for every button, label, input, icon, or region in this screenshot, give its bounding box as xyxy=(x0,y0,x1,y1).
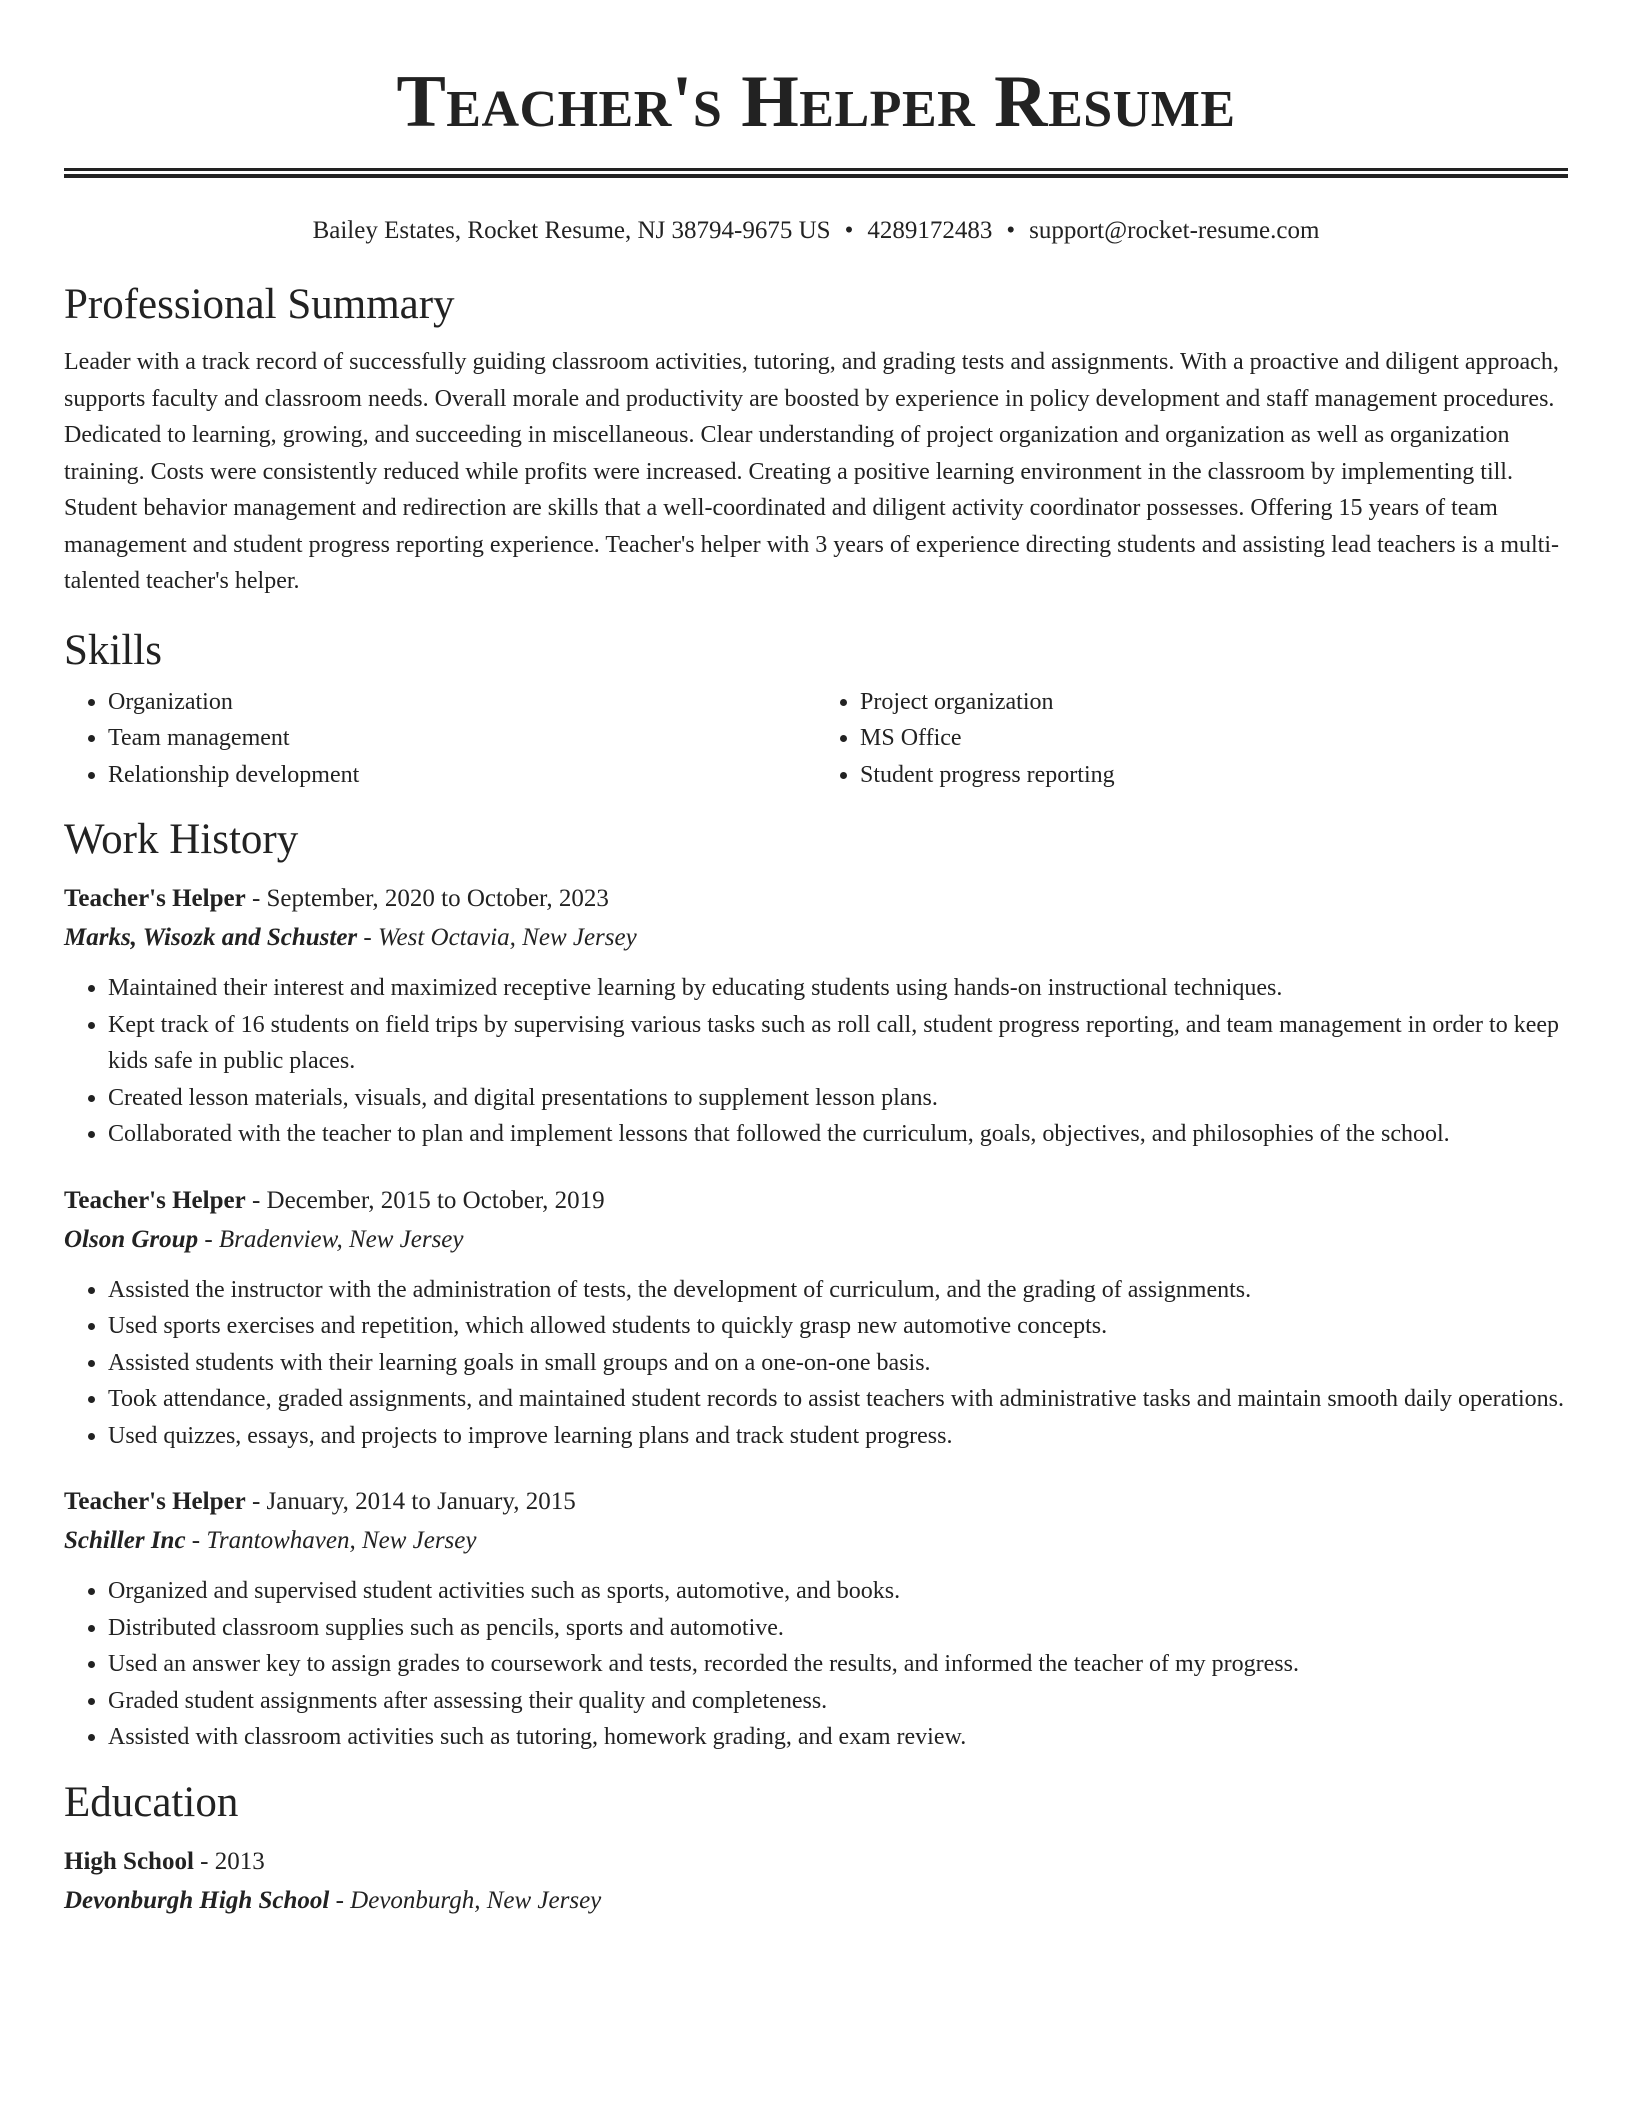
education-degree: High School xyxy=(64,1847,194,1875)
skill-item: • Relationship development xyxy=(108,757,816,794)
skill-item: • Team management xyxy=(108,720,816,757)
work-history-section xyxy=(64,815,1568,1756)
skills-section xyxy=(64,626,1568,794)
job-company: Schiller Inc xyxy=(64,1527,186,1554)
contact-line xyxy=(64,216,1568,246)
skills-columns xyxy=(64,684,1568,794)
skills-list-left xyxy=(64,684,816,794)
job-location: Trantowhaven, New Jersey xyxy=(206,1527,477,1554)
job-bullet: • Assisted the instructor with the administration of tests, the development of curriculum, and the grading of assignments. xyxy=(108,1272,1568,1309)
section-heading-education: Education xyxy=(64,1778,239,1826)
job-company: Marks, Wisozk and Schuster xyxy=(64,924,358,951)
skill-item: • Project organization xyxy=(860,684,1568,721)
job-dates: September, 2020 to October, 2023 xyxy=(266,885,609,912)
job-dates: December, 2015 to October, 2019 xyxy=(266,1186,605,1214)
job-bullet-list xyxy=(64,970,1568,1153)
job-employer: Schiller Inc - Trantowhaven, New Jersey xyxy=(64,1527,477,1554)
title-divider xyxy=(64,168,1568,178)
job-bullet: • Distributed classroom supplies such as pencils, sports and automotive. xyxy=(108,1610,1568,1647)
education-school: Devonburgh High School xyxy=(64,1886,330,1914)
job-company: Olson Group xyxy=(64,1225,199,1253)
job-bullet: • Used quizzes, essays, and projects to improve learning plans and track student progress. xyxy=(108,1418,1568,1455)
skill-item: • MS Office xyxy=(860,720,1568,757)
job-bullet: • Created lesson materials, visuals, and digital presentations to supplement lesson plans. xyxy=(108,1080,1568,1117)
education-entry xyxy=(64,1844,1568,1919)
summary-section xyxy=(64,280,1568,600)
job-employer: Olson Group - Bradenview, New Jersey xyxy=(64,1225,464,1253)
section-heading-skills: Skills xyxy=(64,626,162,674)
education-header: High School - 2013 xyxy=(64,1847,265,1875)
job-bullet: • Organized and supervised student activities such as sports, automotive, and books. xyxy=(108,1573,1568,1610)
job-header: Teacher's Helper - September, 2020 to October, 2023 xyxy=(64,885,609,912)
contact-address: Bailey Estates, Rocket Resume, NJ 38794-9675 US xyxy=(312,217,831,244)
job-location: West Octavia, New Jersey xyxy=(377,924,637,951)
job-bullet-list xyxy=(64,1272,1568,1455)
job-employer: Marks, Wisozk and Schuster - West Octavia, New Jersey xyxy=(64,924,637,951)
education-section xyxy=(64,1778,1568,1919)
job-header: Teacher's Helper - December, 2015 to October, 2019 xyxy=(64,1186,605,1214)
job-bullet: • Took attendance, graded assignments, and maintained student records to assist teachers with administrative tasks and maintain smooth daily operations. xyxy=(108,1381,1568,1418)
skills-list-right xyxy=(816,684,1568,794)
contact-separator: • xyxy=(844,217,854,244)
job-bullet-list xyxy=(64,1573,1568,1756)
skill-item: • Student progress reporting xyxy=(860,757,1568,794)
job-entry xyxy=(64,1183,1568,1455)
contact-phone: 4289172483 xyxy=(867,217,993,244)
job-bullet: • Used an answer key to assign grades to coursework and tests, recorded the results, and informed the teacher of my progress. xyxy=(108,1646,1568,1683)
job-title: Teacher's Helper xyxy=(64,1488,246,1515)
job-title: Teacher's Helper xyxy=(64,1186,246,1214)
job-bullet: • Maintained their interest and maximized receptive learning by educating students using hands-on instructional techniques. xyxy=(108,970,1568,1007)
job-entry xyxy=(64,1484,1568,1756)
skill-item: • Organization xyxy=(108,684,816,721)
job-entry xyxy=(64,881,1568,1153)
job-bullet: • Graded student assignments after assessing their quality and completeness. xyxy=(108,1683,1568,1720)
job-location: Bradenview, New Jersey xyxy=(218,1225,464,1253)
job-header: Teacher's Helper - January, 2014 to January, 2015 xyxy=(64,1488,576,1515)
job-bullet: • Assisted with classroom activities such as tutoring, homework grading, and exam review. xyxy=(108,1719,1568,1756)
education-location: Devonburgh, New Jersey xyxy=(350,1886,602,1914)
section-heading-work: Work History xyxy=(64,816,299,863)
job-dates: January, 2014 to January, 2015 xyxy=(266,1488,576,1515)
education-institution: Devonburgh High School - Devonburgh, New Jersey xyxy=(64,1886,602,1914)
summary-text: Leader with a track record of successfully guiding classroom activities, tutoring, and grading tests and assignments. With a proactive and diligent approach, supports faculty and classroom needs. Overall morale and productivity are boosted by experience in policy development and staff management procedures. Dedicated to learning, growing, and succeeding in miscellaneous. Clear understanding of project organization and organization as well as organization training. Costs were consistently reduced while profits were increased. Creating a positive learning environment in the classroom by implementing till. Student behavior management and redirection are skills that a well-coordinated and diligent activity coordinator possesses. Offering 15 years of team management and student progress reporting experience. Teacher's helper with 3 years of experience directing students and assisting lead teachers is a multi-talented teacher's helper. xyxy=(64,349,1560,594)
resume-title: Teacher's Helper Resume xyxy=(396,61,1236,143)
job-bullet: • Used sports exercises and repetition, which allowed students to quickly grasp new automotive concepts. xyxy=(108,1308,1568,1345)
job-bullet: • Collaborated with the teacher to plan and implement lessons that followed the curriculum, goals, objectives, and philosophies of the school. xyxy=(108,1116,1568,1153)
section-heading-summary: Professional Summary xyxy=(64,281,455,328)
contact-separator: • xyxy=(1006,217,1016,244)
job-bullet: • Assisted students with their learning goals in small groups and on a one-on-one basis. xyxy=(108,1345,1568,1382)
job-title: Teacher's Helper xyxy=(64,885,246,912)
education-year: 2013 xyxy=(214,1847,265,1875)
job-bullet: • Kept track of 16 students on field trips by supervising various tasks such as roll call, student progress reporting, and team management in order to keep kids safe in public places. xyxy=(108,1007,1568,1080)
contact-email: support@rocket-resume.com xyxy=(1029,217,1320,244)
